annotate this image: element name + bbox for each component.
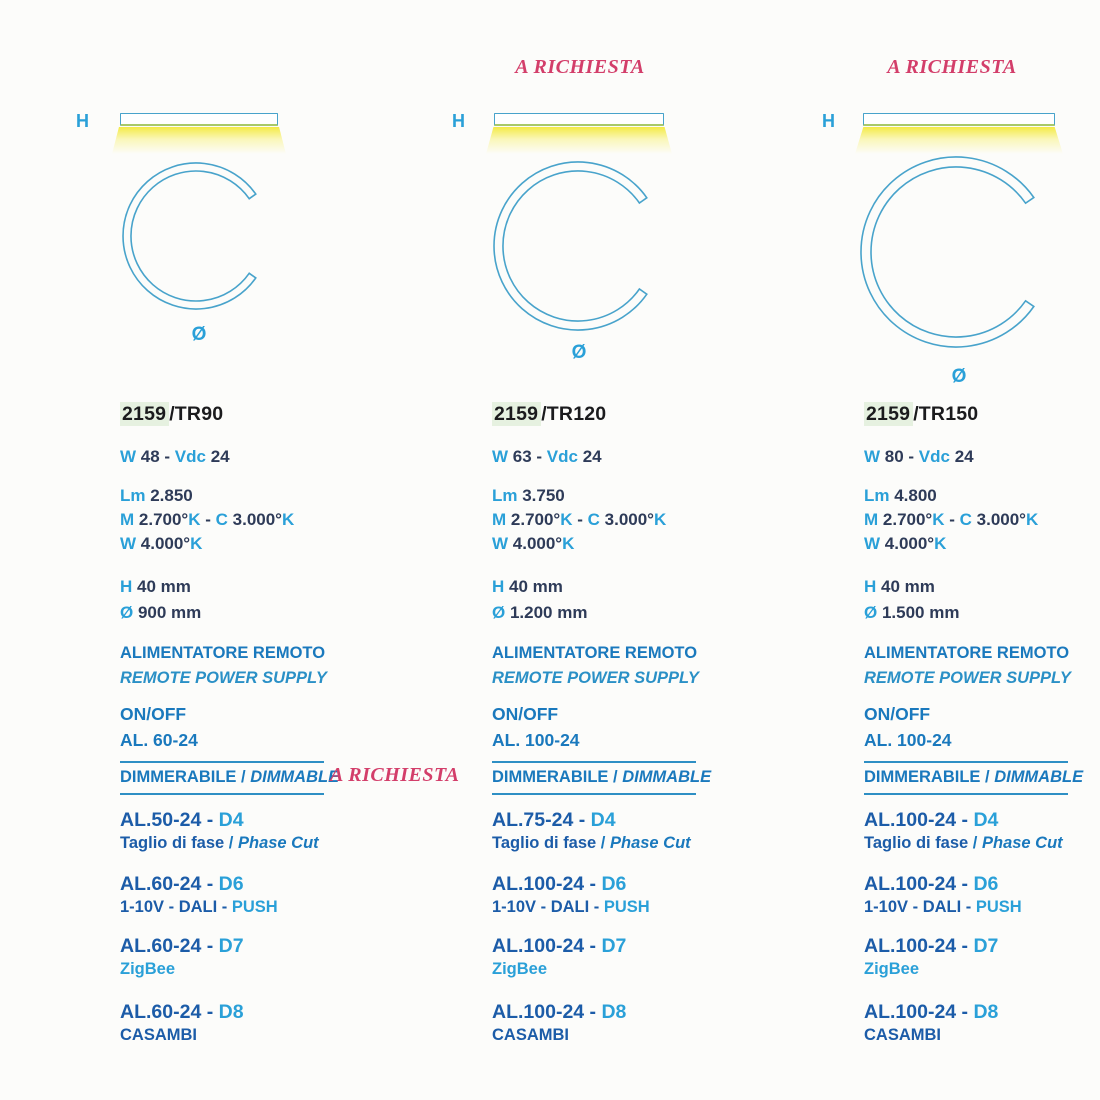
fixture-profile-bar <box>863 113 1055 126</box>
driver-code: AL.100-24 - <box>864 809 974 831</box>
driver-desc <box>120 958 370 980</box>
power-supply-en: REMOTE POWER SUPPLY <box>492 669 699 687</box>
desc-it: Taglio di fase <box>120 834 225 852</box>
product-code-model: /TR90 <box>169 403 224 425</box>
watt-label: W <box>492 447 509 466</box>
cct-line <box>864 508 1100 532</box>
driver-code-line <box>492 1000 742 1024</box>
fixture-profile-bar <box>494 113 664 126</box>
diameter-label: Ø <box>120 603 134 622</box>
cct-sep: - <box>200 510 216 529</box>
on-request-note: A RICHIESTA <box>887 56 1017 78</box>
dimension-spec <box>120 574 370 626</box>
power-spec <box>120 447 370 467</box>
height-value: 40 mm <box>132 577 191 596</box>
dimmable-en: DIMMABLE <box>250 768 340 786</box>
driver-id: D7 <box>218 935 244 957</box>
driver-code-line <box>492 872 742 896</box>
diameter-line <box>864 600 1100 626</box>
lumen-label: Lm <box>492 486 518 505</box>
cct-m-value: 2.700° <box>134 510 189 529</box>
driver-desc <box>120 1024 370 1046</box>
power-supply-it: ALIMENTATORE REMOTO <box>492 644 698 662</box>
driver-code-line <box>492 808 742 832</box>
driver-code-line <box>864 808 1100 832</box>
cct-c-value: 3.000° <box>971 510 1026 529</box>
onoff-label: ON/OFF <box>492 704 559 724</box>
ring-fixture-diagram <box>492 160 664 332</box>
driver-id: D6 <box>973 873 999 895</box>
driver-desc <box>492 896 742 918</box>
photometric-spec <box>120 484 370 556</box>
onoff-driver-code: AL. 60-24 <box>120 730 198 750</box>
driver-option-d8 <box>864 1000 1100 1046</box>
desc-push: PUSH <box>975 898 1022 916</box>
driver-option-d8 <box>120 1000 370 1046</box>
height-line <box>120 574 370 600</box>
cct-w-unit: K <box>934 534 947 553</box>
driver-desc <box>120 832 370 854</box>
cct-sep: - <box>572 510 588 529</box>
dimmable-header <box>492 761 712 795</box>
cct-c-unit: K <box>282 510 295 529</box>
dimmable-it: DIMMERABILE <box>120 768 237 786</box>
watt-value: 80 - <box>880 447 919 466</box>
driver-code: AL.75-24 - <box>492 809 591 831</box>
onoff-driver-code: AL. 100-24 <box>492 730 580 750</box>
dimension-spec <box>864 574 1100 626</box>
dimmable-sep: / <box>980 768 995 786</box>
driver-code: AL.60-24 - <box>120 873 219 895</box>
power-supply-it: ALIMENTATORE REMOTO <box>864 644 1070 662</box>
driver-desc <box>492 958 742 980</box>
driver-option-d7 <box>492 934 742 980</box>
spec-block <box>864 403 1100 1046</box>
power-supply-note <box>120 641 370 691</box>
desc-protocols: 1-10V - DALI - <box>492 898 604 916</box>
driver-option-d6 <box>864 872 1100 918</box>
driver-code: AL.100-24 - <box>492 1001 602 1023</box>
diameter-dimension-label: Ø <box>191 324 207 345</box>
product-code-model: /TR150 <box>913 403 979 425</box>
driver-code-line <box>864 872 1100 896</box>
desc-sep: / <box>224 834 238 852</box>
driver-code: AL.100-24 - <box>492 873 602 895</box>
dimension-spec <box>492 574 742 626</box>
watt-label: W <box>120 447 137 466</box>
spec-block <box>120 403 460 1046</box>
driver-code: AL.100-24 - <box>864 1001 974 1023</box>
light-glow <box>112 127 286 154</box>
driver-desc <box>864 832 1100 854</box>
driver-desc <box>864 896 1100 918</box>
cct-w-unit: K <box>562 534 575 553</box>
driver-desc <box>864 1024 1100 1046</box>
driver-id: D8 <box>601 1001 627 1023</box>
driver-code: AL.100-24 - <box>864 873 974 895</box>
driver-option-d4 <box>864 808 1100 854</box>
cct-w-line <box>864 532 1100 556</box>
driver-option-d6 <box>492 872 742 918</box>
cct-c-label: C <box>959 510 972 529</box>
desc-en: Phase Cut <box>609 834 691 852</box>
cct-m-unit: K <box>188 510 201 529</box>
product-column-tr150 <box>744 0 1100 1100</box>
diameter-label: Ø <box>864 603 878 622</box>
vdc-label: Vdc <box>174 447 206 466</box>
driver-option-d4 <box>492 808 742 854</box>
dimmable-header <box>120 761 460 795</box>
desc-sep: / <box>968 834 982 852</box>
cct-w-label: W <box>120 534 137 553</box>
diameter-line <box>492 600 742 626</box>
fixture-profile-bar <box>120 113 278 126</box>
power-supply-it: ALIMENTATORE REMOTO <box>120 644 326 662</box>
cct-w-label: W <box>864 534 881 553</box>
desc-it: Taglio di fase <box>864 834 969 852</box>
dimmable-on-request-note: A RICHIESTA <box>330 764 460 786</box>
lumen-line <box>492 484 742 508</box>
driver-id: D4 <box>973 809 999 831</box>
driver-option-d4 <box>120 808 370 854</box>
cct-m-label: M <box>492 510 507 529</box>
cct-m-value: 2.700° <box>506 510 561 529</box>
driver-desc <box>492 1024 742 1046</box>
driver-id: D8 <box>218 1001 244 1023</box>
desc-casambi: CASAMBI <box>120 1026 197 1044</box>
driver-code-line <box>864 934 1100 958</box>
diameter-label: Ø <box>492 603 506 622</box>
lumen-label: Lm <box>864 486 890 505</box>
lumen-value: 3.750 <box>517 486 565 505</box>
height-value: 40 mm <box>504 577 563 596</box>
height-dimension-label: H <box>452 111 465 131</box>
cct-w-line <box>492 532 742 556</box>
desc-casambi: CASAMBI <box>864 1026 941 1044</box>
desc-push: PUSH <box>231 898 278 916</box>
height-label: H <box>492 577 505 596</box>
cct-m-label: M <box>120 510 135 529</box>
height-label: H <box>864 577 877 596</box>
desc-zigbee: ZigBee <box>864 960 920 978</box>
ring-fixture-diagram <box>121 161 271 311</box>
onoff-driver <box>492 701 742 753</box>
diameter-value: 900 mm <box>133 603 202 622</box>
driver-desc <box>864 958 1100 980</box>
lumen-value: 2.850 <box>145 486 193 505</box>
diameter-value: 1.200 mm <box>505 603 588 622</box>
driver-code: AL.60-24 - <box>120 1001 219 1023</box>
light-glow <box>486 127 672 154</box>
driver-option-d6 <box>120 872 370 918</box>
driver-code-line <box>120 808 370 832</box>
cct-c-label: C <box>215 510 228 529</box>
product-code <box>492 403 742 426</box>
desc-zigbee: ZigBee <box>492 960 548 978</box>
cct-w-label: W <box>492 534 509 553</box>
driver-desc <box>120 896 370 918</box>
product-code <box>120 403 370 426</box>
driver-option-d8 <box>492 1000 742 1046</box>
height-label: H <box>120 577 133 596</box>
product-code-series: 2159 <box>120 402 169 426</box>
diameter-dimension-label: Ø <box>951 366 967 387</box>
driver-id: D6 <box>218 873 244 895</box>
desc-en: Phase Cut <box>981 834 1063 852</box>
diameter-value: 1.500 mm <box>877 603 960 622</box>
cct-m-value: 2.700° <box>878 510 933 529</box>
product-column-tr120 <box>372 0 744 1100</box>
desc-protocols: 1-10V - DALI - <box>864 898 976 916</box>
cct-w-value: 4.000° <box>508 534 563 553</box>
cct-line <box>120 508 370 532</box>
dimmable-it: DIMMERABILE <box>864 768 981 786</box>
cct-w-value: 4.000° <box>136 534 191 553</box>
height-dimension-label: H <box>822 111 835 131</box>
dimmable-header <box>864 761 1084 795</box>
driver-id: D8 <box>973 1001 999 1023</box>
diameter-line <box>120 600 370 626</box>
onoff-label: ON/OFF <box>120 704 187 724</box>
driver-code-line <box>492 934 742 958</box>
driver-code-line <box>120 1000 370 1024</box>
lumen-line <box>120 484 370 508</box>
lumen-label: Lm <box>120 486 146 505</box>
driver-code: AL.50-24 - <box>120 809 219 831</box>
onoff-driver <box>120 701 370 753</box>
dimmable-it: DIMMERABILE <box>492 768 609 786</box>
cct-line <box>492 508 742 532</box>
height-line <box>492 574 742 600</box>
dimmable-sep: / <box>608 768 623 786</box>
cct-c-unit: K <box>1026 510 1039 529</box>
driver-code-line <box>120 934 370 958</box>
product-code <box>864 403 1100 426</box>
driver-desc <box>492 832 742 854</box>
desc-en: Phase Cut <box>237 834 319 852</box>
vdc-label: Vdc <box>918 447 950 466</box>
desc-protocols: 1-10V - DALI - <box>120 898 232 916</box>
light-glow <box>855 127 1063 154</box>
power-spec <box>492 447 742 467</box>
diameter-dimension-label: Ø <box>571 342 587 363</box>
product-code-model: /TR120 <box>541 403 607 425</box>
cct-sep: - <box>944 510 960 529</box>
power-supply-note <box>492 641 742 691</box>
vdc-label: Vdc <box>546 447 578 466</box>
product-code-series: 2159 <box>864 402 913 426</box>
height-value: 40 mm <box>876 577 935 596</box>
driver-id: D4 <box>218 809 244 831</box>
cct-w-value: 4.000° <box>880 534 935 553</box>
spec-block <box>492 403 742 1046</box>
onoff-driver-code: AL. 100-24 <box>864 730 952 750</box>
driver-option-d7 <box>120 934 370 980</box>
driver-code: AL.60-24 - <box>120 935 219 957</box>
vdc-value: 24 <box>949 447 974 466</box>
power-spec <box>864 447 1100 467</box>
driver-id: D6 <box>601 873 627 895</box>
vdc-value: 24 <box>205 447 230 466</box>
driver-code: AL.100-24 - <box>864 935 974 957</box>
driver-id: D4 <box>590 809 616 831</box>
cct-c-value: 3.000° <box>599 510 654 529</box>
driver-id: D7 <box>601 935 627 957</box>
dimmable-en: DIMMABLE <box>994 768 1084 786</box>
cct-c-label: C <box>587 510 600 529</box>
height-dimension-label: H <box>76 111 89 131</box>
lumen-line <box>864 484 1100 508</box>
driver-code-line <box>864 1000 1100 1024</box>
driver-option-d7 <box>864 934 1100 980</box>
cct-w-line <box>120 532 370 556</box>
power-supply-en: REMOTE POWER SUPPLY <box>120 669 327 687</box>
cct-c-value: 3.000° <box>227 510 282 529</box>
driver-code: AL.100-24 - <box>492 935 602 957</box>
dimmable-sep: / <box>236 768 251 786</box>
product-code-series: 2159 <box>492 402 541 426</box>
height-line <box>864 574 1100 600</box>
power-supply-en: REMOTE POWER SUPPLY <box>864 669 1071 687</box>
desc-casambi: CASAMBI <box>492 1026 569 1044</box>
watt-value: 48 - <box>136 447 175 466</box>
lumen-value: 4.800 <box>889 486 937 505</box>
ring-fixture-diagram <box>859 155 1053 349</box>
desc-zigbee: ZigBee <box>120 960 176 978</box>
onoff-label: ON/OFF <box>864 704 931 724</box>
cct-m-label: M <box>864 510 879 529</box>
photometric-spec <box>864 484 1100 556</box>
on-request-note: A RICHIESTA <box>515 56 645 78</box>
driver-code-line <box>120 872 370 896</box>
product-column-tr90 <box>0 0 460 1100</box>
watt-value: 63 - <box>508 447 547 466</box>
cct-m-unit: K <box>932 510 945 529</box>
vdc-value: 24 <box>577 447 602 466</box>
cct-m-unit: K <box>560 510 573 529</box>
desc-it: Taglio di fase <box>492 834 597 852</box>
power-supply-note <box>864 641 1100 691</box>
cct-c-unit: K <box>654 510 667 529</box>
dimmable-en: DIMMABLE <box>622 768 712 786</box>
cct-w-unit: K <box>190 534 203 553</box>
driver-id: D7 <box>973 935 999 957</box>
photometric-spec <box>492 484 742 556</box>
watt-label: W <box>864 447 881 466</box>
desc-push: PUSH <box>603 898 650 916</box>
desc-sep: / <box>596 834 610 852</box>
onoff-driver <box>864 701 1100 753</box>
